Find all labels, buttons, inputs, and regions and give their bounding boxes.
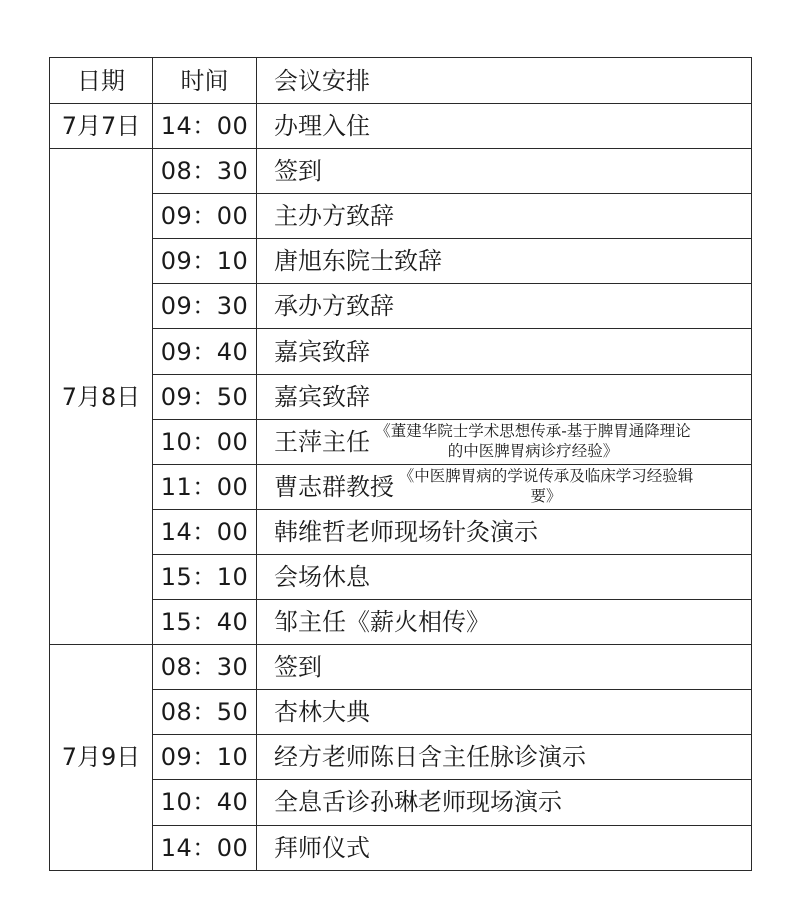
table-row (50, 239, 752, 284)
time-cell: 15：10 (153, 554, 257, 599)
speaker-wrap (274, 465, 751, 509)
agenda-cell (257, 464, 752, 509)
table-row (50, 735, 752, 780)
table-row (50, 419, 752, 464)
date-cell: 7月9日 (50, 645, 153, 870)
agenda-cell (257, 419, 752, 464)
schedule-table (49, 57, 752, 871)
agenda-cell: 经方老师陈日含主任脉诊演示 (257, 735, 752, 780)
time-cell: 08：50 (153, 690, 257, 735)
time-cell: 09：40 (153, 329, 257, 374)
header-time: 时间 (153, 58, 257, 104)
table-row (50, 464, 752, 509)
table-row (50, 825, 752, 870)
time-cell: 08：30 (153, 149, 257, 194)
agenda-cell: 韩维哲老师现场针灸演示 (257, 509, 752, 554)
time-cell: 14：00 (153, 509, 257, 554)
table-row (50, 329, 752, 374)
agenda-cell: 嘉宾致辞 (257, 329, 752, 374)
speaker-wrap (274, 420, 751, 464)
time-cell: 10：00 (153, 419, 257, 464)
table-row (50, 104, 752, 149)
time-cell: 11：00 (153, 464, 257, 509)
table-row (50, 554, 752, 599)
time-cell: 08：30 (153, 645, 257, 690)
time-cell: 15：40 (153, 600, 257, 645)
table-row (50, 600, 752, 645)
time-cell: 09：00 (153, 194, 257, 239)
header-date: 日期 (50, 58, 153, 104)
header-agenda: 会议安排 (257, 58, 752, 104)
time-cell: 09：10 (153, 735, 257, 780)
date-cell: 7月8日 (50, 149, 153, 645)
table-row (50, 374, 752, 419)
agenda-cell: 承办方致辞 (257, 284, 752, 329)
table-row (50, 284, 752, 329)
agenda-cell: 嘉宾致辞 (257, 374, 752, 419)
lecture-topic: 《中医脾胃病的学说传承及临床学习经验辑要》 (398, 467, 694, 505)
time-cell: 09：30 (153, 284, 257, 329)
agenda-cell: 办理入住 (257, 104, 752, 149)
agenda-cell: 签到 (257, 149, 752, 194)
agenda-cell: 全息舌诊孙琳老师现场演示 (257, 780, 752, 825)
table-row (50, 645, 752, 690)
speaker-name: 曹志群教授 (274, 472, 394, 501)
speaker-name: 王萍主任 (274, 427, 370, 456)
table-row (50, 194, 752, 239)
time-cell: 09：50 (153, 374, 257, 419)
agenda-cell: 签到 (257, 645, 752, 690)
agenda-cell: 杏林大典 (257, 690, 752, 735)
agenda-cell: 唐旭东院士致辞 (257, 239, 752, 284)
time-cell: 14：00 (153, 104, 257, 149)
table-row (50, 690, 752, 735)
table-row (50, 780, 752, 825)
lecture-topic: 《董建华院士学术思想传承-基于脾胃通降理论的中医脾胃病诊疗经验》 (375, 422, 691, 460)
agenda-cell: 拜师仪式 (257, 825, 752, 870)
header-row (50, 58, 752, 104)
time-cell: 10：40 (153, 780, 257, 825)
date-cell: 7月7日 (50, 104, 153, 149)
agenda-cell: 会场休息 (257, 554, 752, 599)
agenda-cell: 主办方致辞 (257, 194, 752, 239)
table-row (50, 509, 752, 554)
table-row (50, 149, 752, 194)
time-cell: 09：10 (153, 239, 257, 284)
agenda-cell: 邹主任《薪火相传》 (257, 600, 752, 645)
time-cell: 14：00 (153, 825, 257, 870)
